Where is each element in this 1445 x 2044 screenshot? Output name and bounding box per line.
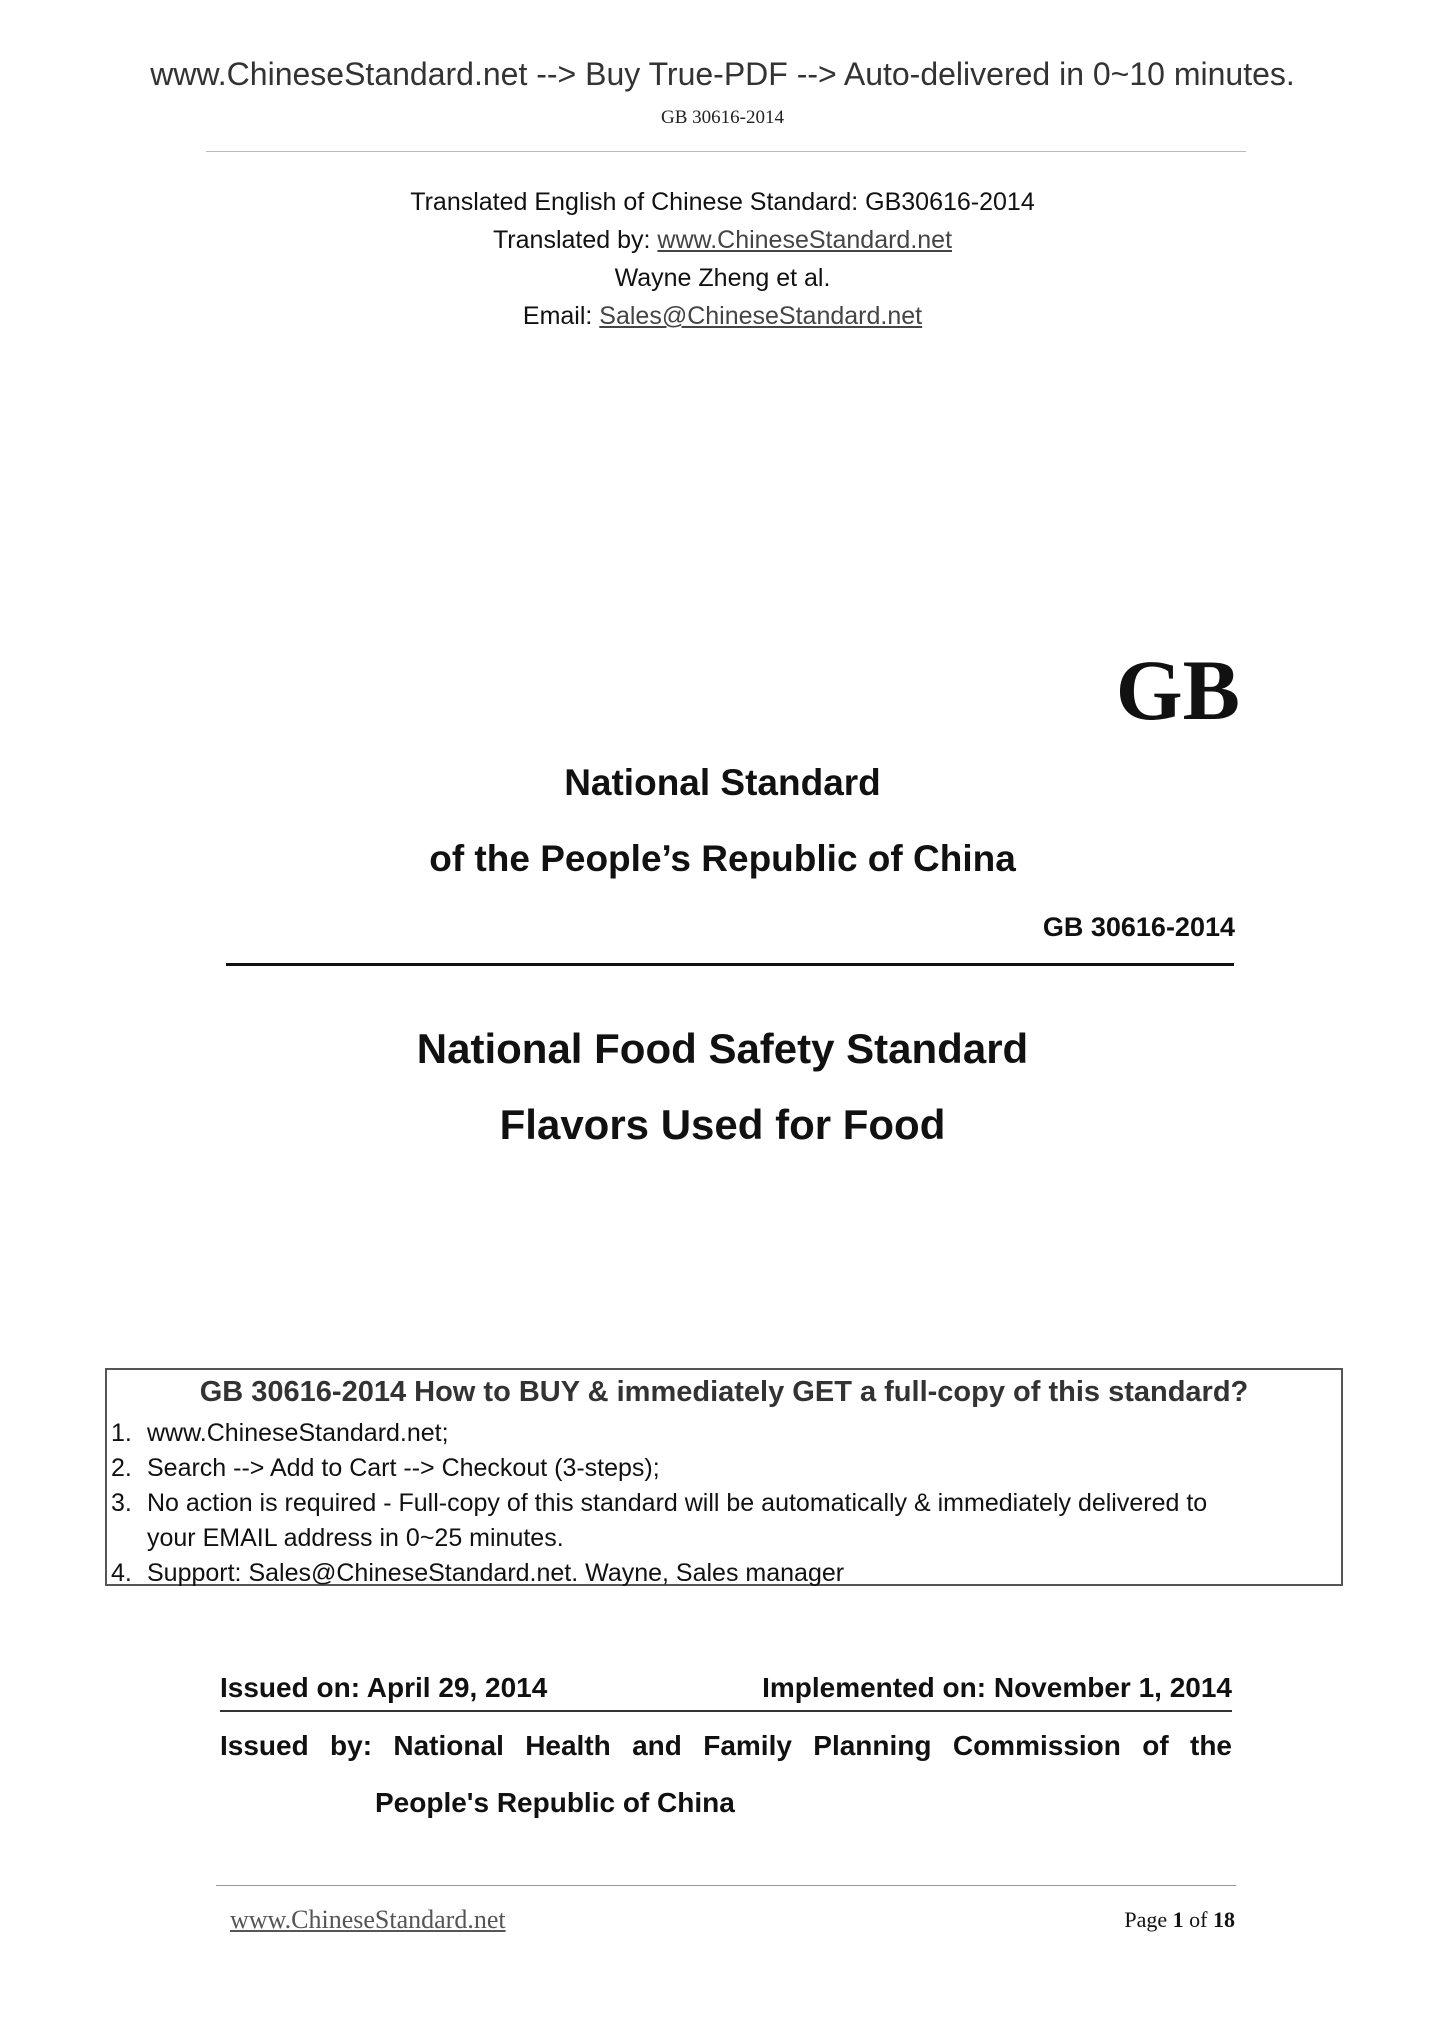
step-number: 3. (111, 1489, 132, 1517)
step-text: Search --> Add to Cart --> Checkout (3-steps); (147, 1454, 660, 1482)
page-label: Page (1124, 1907, 1168, 1932)
page-current: 1 (1172, 1907, 1184, 1932)
gb-logo: GB (1115, 642, 1240, 738)
translation-line: Translated English of Chinese Standard: GB30616-2014 (410, 188, 1035, 216)
standard-number: GB 30616-2014 (1042, 912, 1235, 942)
issued-by-line1: Issued by: National Health and Family Planning Commission of the (220, 1730, 1232, 1761)
buy-box-title: GB 30616-2014 How to BUY & immediately GET a full-copy of this standard? (199, 1376, 1249, 1408)
implemented-on-date: Implemented on: November 1, 2014 (762, 1672, 1232, 1703)
step-number: 1. (111, 1419, 132, 1447)
list-item (107, 1451, 1341, 1486)
step-number: 4. (111, 1559, 132, 1587)
title-divider (226, 963, 1234, 966)
buy-steps-list (107, 1416, 1341, 1591)
list-item (107, 1556, 1341, 1591)
header-standard-code: GB 30616-2014 (661, 107, 784, 128)
step-text: your EMAIL address in 0~25 minutes. (147, 1524, 564, 1552)
top-banner: www.ChineseStandard.net --> Buy True-PDF --> Auto-delivered in 0~10 minutes. (150, 56, 1295, 92)
national-standard-line2: of the People’s Republic of China (429, 838, 1016, 879)
email-line (0, 302, 1445, 331)
page-total: 18 (1213, 1907, 1235, 1932)
list-item (107, 1521, 1341, 1556)
list-item (107, 1486, 1341, 1521)
issued-by-line2: People's Republic of China (375, 1787, 735, 1818)
title-line2: Flavors Used for Food (499, 1101, 946, 1148)
translated-by-link[interactable]: www.ChineseStandard.net (657, 226, 953, 254)
translated-by-label: Translated by: (492, 226, 658, 254)
step-number: 2. (111, 1454, 132, 1482)
header-divider (206, 151, 1246, 152)
step-text: Support: Sales@ChineseStandard.net. Wayne, Sales manager (147, 1559, 845, 1587)
translator-name: Wayne Zheng et al. (614, 264, 831, 292)
page-of: of (1189, 1907, 1208, 1932)
email-label: Email: (522, 302, 600, 330)
footer-website-link[interactable]: www.ChineseStandard.net (230, 1905, 506, 1934)
national-standard-line1: National Standard (564, 762, 881, 803)
translated-by-line (0, 226, 1445, 255)
issued-on-date: Issued on: April 29, 2014 (220, 1672, 548, 1703)
footer-divider (216, 1885, 1236, 1886)
list-item (107, 1416, 1341, 1451)
step-text: No action is required - Full-copy of this standard will be automatically & immediately delivered to (147, 1489, 1208, 1517)
email-link[interactable]: Sales@ChineseStandard.net (599, 302, 923, 330)
page-number (1070, 1907, 1235, 1933)
step-text: www.ChineseStandard.net; (147, 1419, 449, 1447)
title-line1: National Food Safety Standard (416, 1025, 1029, 1072)
buy-instructions-box (105, 1368, 1343, 1586)
issued-divider (220, 1710, 1232, 1712)
